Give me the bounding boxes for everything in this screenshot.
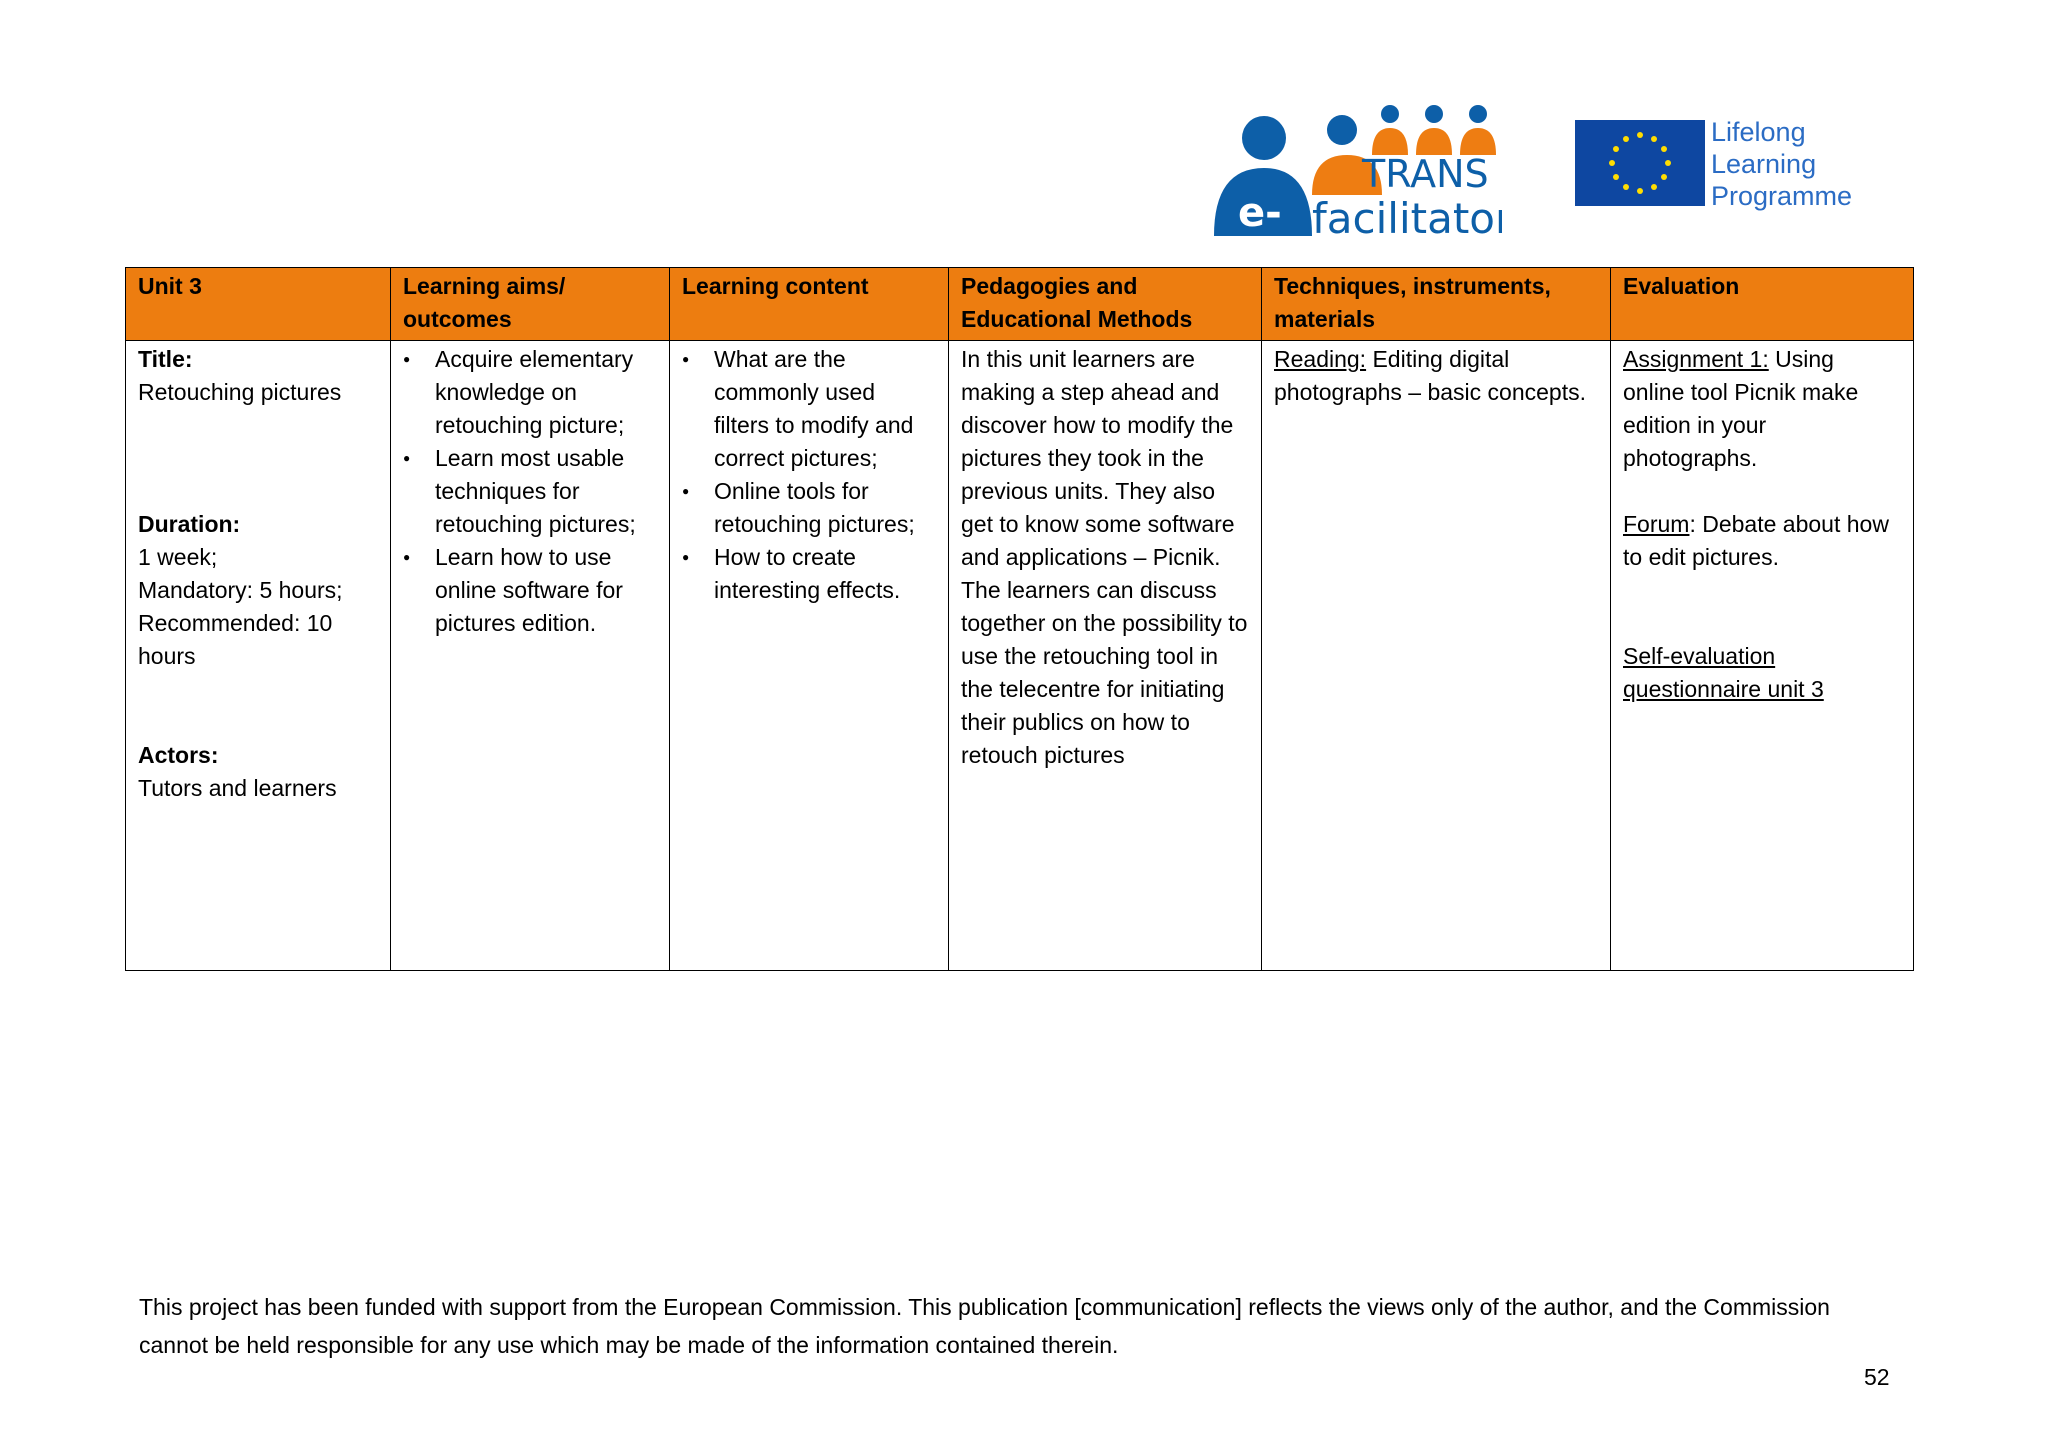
unit-info-cell bbox=[126, 341, 391, 971]
list-item: ● Learn most usable techniques for retouching pictures; bbox=[435, 442, 657, 541]
eu-flag-icon bbox=[1575, 120, 1705, 206]
trans-e-facilitator-logo bbox=[1212, 100, 1502, 240]
duration-line: 1 week; bbox=[138, 544, 218, 570]
eu-lifelong-learning-logo bbox=[1575, 116, 1895, 216]
header-unit: Unit 3 bbox=[126, 268, 391, 341]
reading-label: Reading: bbox=[1274, 346, 1367, 372]
list-item: ● How to create interesting effects. bbox=[714, 541, 936, 607]
assignment-text: Using online tool Picnik make edition in your photographs. bbox=[1623, 346, 1859, 471]
learning-aims-list bbox=[403, 343, 657, 640]
techniques-cell bbox=[1262, 341, 1611, 971]
title-value: Retouching pictures bbox=[138, 379, 342, 405]
list-item: ● Acquire elementary knowledge on retouching picture; bbox=[435, 343, 657, 442]
duration-label: Duration: bbox=[138, 511, 241, 537]
learning-content-cell bbox=[670, 341, 949, 971]
svg-text:facilitator: facilitator bbox=[1312, 194, 1502, 240]
page-number: 52 bbox=[1864, 1364, 1890, 1390]
actors-value: Tutors and learners bbox=[138, 775, 337, 801]
header-learning-aims: Learning aims/ outcomes bbox=[391, 268, 670, 341]
forum-label: Forum bbox=[1623, 511, 1690, 537]
list-item: ● Learn how to use online software for pictures edition. bbox=[435, 541, 657, 640]
eu-programme-text: Lifelong Learning Programme bbox=[1711, 117, 1853, 211]
svg-text:e-: e- bbox=[1238, 190, 1282, 236]
table-row bbox=[126, 341, 1914, 971]
svg-text:TRANS: TRANS bbox=[1362, 152, 1489, 196]
duration-line: Mandatory: 5 hours; bbox=[138, 577, 343, 603]
assignment-entry bbox=[1623, 343, 1901, 475]
list-item: ● Online tools for retouching pictures; bbox=[714, 475, 936, 541]
header-evaluation: Evaluation bbox=[1611, 268, 1914, 341]
header-techniques: Techniques, instruments, materials bbox=[1262, 268, 1611, 341]
assignment-label: Assignment 1: bbox=[1623, 346, 1769, 372]
reading-text: Editing digital photographs – basic concepts. bbox=[1274, 346, 1586, 405]
actors-label: Actors: bbox=[138, 742, 219, 768]
table-header-row bbox=[126, 268, 1914, 341]
learning-content-list bbox=[682, 343, 936, 607]
duration-line: Recommended: 10 hours bbox=[138, 610, 333, 669]
title-label: Title: bbox=[138, 346, 193, 372]
unit-plan-table bbox=[125, 267, 1914, 971]
funding-disclaimer: This project has been funded with support from the European Commission. This publication [communication] reflects the views only of the author, and the Commission cannot be held responsible for any use which may be made of the information contained therein. bbox=[139, 1294, 1830, 1358]
list-item: ● What are the commonly used filters to modify and correct pictures; bbox=[714, 343, 936, 475]
pedagogies-cell: In this unit learners are making a step ahead and discover how to modify the pictures they took in the previous units. They also get to know some software and applications – Picnik. The learners can discuss together on the possibility to use the retouching tool in the telecentre for initiating their publics on how to retouch pictures bbox=[949, 341, 1262, 971]
learning-aims-cell bbox=[391, 341, 670, 971]
header-learning-content: Learning content bbox=[670, 268, 949, 341]
forum-entry bbox=[1623, 508, 1901, 574]
forum-text: : Debate about how to edit pictures. bbox=[1623, 511, 1889, 570]
header-pedagogies: Pedagogies and Educational Methods bbox=[949, 268, 1262, 341]
evaluation-cell bbox=[1611, 341, 1914, 971]
self-evaluation-link: Self-evaluation questionnaire unit 3 bbox=[1623, 643, 1824, 702]
